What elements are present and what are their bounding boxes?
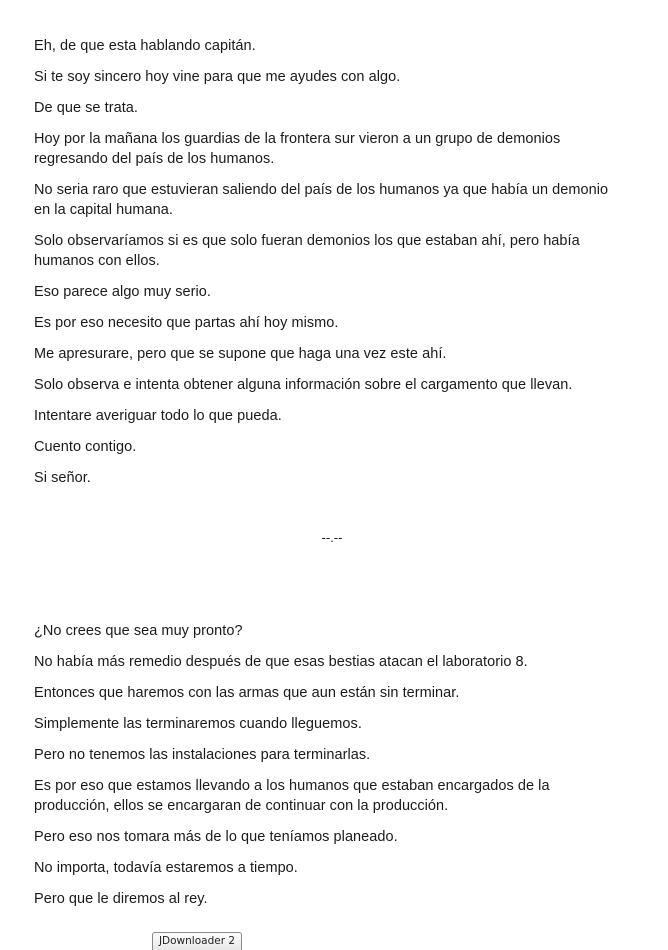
paragraph: De que se trata. — [34, 100, 138, 116]
paragraph: Si señor. — [34, 470, 91, 486]
paragraph: No importa, todavía estaremos a tiempo. — [34, 860, 298, 876]
paragraph: Es por eso necesito que partas ahí hoy mismo. — [34, 315, 339, 331]
paragraph: Pero que le diremos al rey. — [34, 891, 208, 907]
paragraph: Entonces que haremos con las armas que aun están sin terminar. — [34, 685, 460, 701]
paragraph: Pero no tenemos las instalaciones para terminarlas. — [34, 747, 371, 763]
paragraph: Pero eso nos tomara más de lo que teníamos planeado. — [34, 829, 398, 845]
paragraph: Intentare averiguar todo lo que pueda. — [34, 408, 282, 424]
taskbar-jdownloader-button[interactable]: JDownloader 2 — [152, 932, 242, 950]
dialogue-section-1 — [34, 36, 624, 499]
paragraph: Hoy por la mañana los guardias de la frontera sur vieron a un grupo de demonios regresando del país de los humanos. — [34, 131, 561, 167]
dialogue-section-2 — [34, 621, 624, 920]
paragraph: Eso parece algo muy serio. — [34, 284, 211, 300]
paragraph: ¿No crees que sea muy pronto? — [34, 623, 243, 639]
paragraph: Cuento contigo. — [34, 439, 137, 455]
paragraph: Si te soy sincero hoy vine para que me ayudes con algo. — [34, 69, 401, 85]
paragraph: Eh, de que esta hablando capitán. — [34, 38, 256, 54]
scene-separator: --.-- — [321, 530, 343, 545]
paragraph: No había más remedio después de que esas bestias atacan el laboratorio 8. — [34, 654, 528, 670]
paragraph: Es por eso que estamos llevando a los humanos que estaban encargados de la producción, ellos se encargaran de continuar con la producción. — [34, 778, 550, 814]
paragraph: Simplemente las terminaremos cuando lleguemos. — [34, 716, 362, 732]
paragraph: Solo observaríamos si es que solo fueran demonios los que estaban ahí, pero había humanos con ellos. — [34, 233, 580, 269]
paragraph: Solo observa e intenta obtener alguna información sobre el cargamento que llevan. — [34, 377, 573, 393]
paragraph: No seria raro que estuvieran saliendo del país de los humanos ya que había un demonio en la capital humana. — [34, 182, 609, 218]
paragraph: Me apresurare, pero que se supone que haga una vez este ahí. — [34, 346, 447, 362]
